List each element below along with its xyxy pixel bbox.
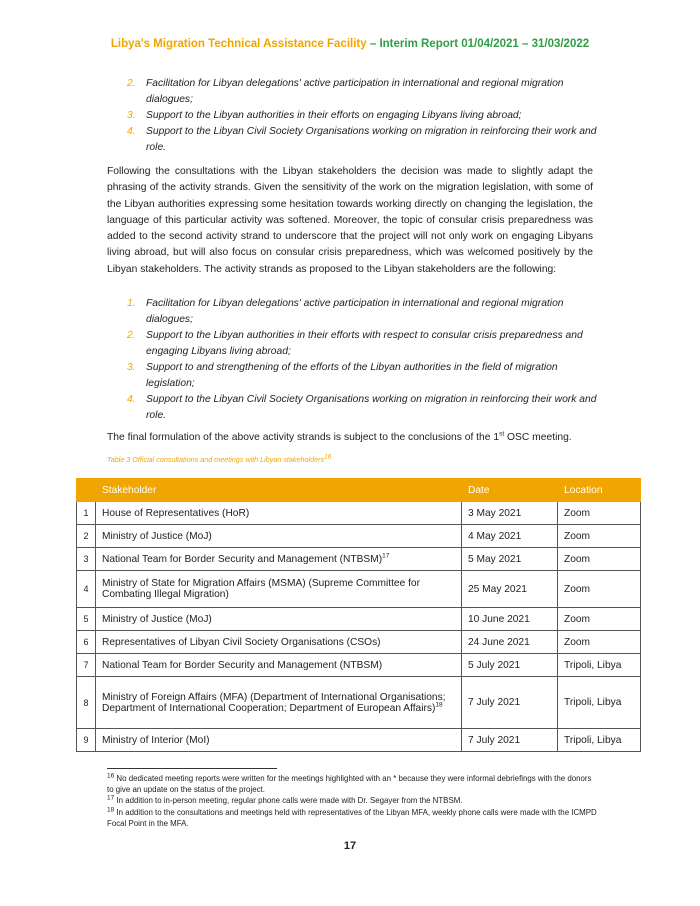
page-number: 17 xyxy=(343,840,357,852)
row-stakeholder xyxy=(96,525,462,548)
list-item-text: Support to the Libyan authorities in their efforts with respect to consular crisis preparedness and engaging Libyans living abroad; xyxy=(146,330,583,357)
stakeholder-text: National Team for Border Security and Management (NTBSM) xyxy=(102,553,383,565)
list-item-text: Facilitation for Libyan delegations' active participation in international and regional migration dialogues; xyxy=(146,78,564,105)
footnote xyxy=(107,807,597,829)
list-item-number: 4. xyxy=(127,126,136,137)
row-index: 1 xyxy=(77,502,96,525)
table-row xyxy=(77,654,641,677)
list-item xyxy=(112,360,602,392)
footnote xyxy=(107,773,597,795)
list-item xyxy=(112,392,602,424)
stakeholder-text: National Team for Border Security and Management (NTBSM) xyxy=(102,659,383,671)
list-item-number: 3. xyxy=(127,110,136,121)
activity-strands-list-original xyxy=(112,76,602,156)
row-stakeholder xyxy=(96,571,462,608)
row-stakeholder xyxy=(96,608,462,631)
row-location: Zoom xyxy=(558,608,641,631)
list-item-text: Support to the Libyan Civil Society Organisations working on migration in reinforcing their work and role. xyxy=(146,126,597,153)
caption-text: Table 3 Official consultations and meetings with Libyan stakeholders xyxy=(107,455,325,464)
table-row xyxy=(77,525,641,548)
table-row xyxy=(77,608,641,631)
list-item-number: 2. xyxy=(127,78,136,89)
footnote-number: 16 xyxy=(107,772,115,780)
row-location: Zoom xyxy=(558,571,641,608)
header-location: Location xyxy=(558,479,641,502)
row-location: Tripoli, Libya xyxy=(558,677,641,729)
paragraph-text: The final formulation of the above activity strands is subject to the conclusions of the 1 xyxy=(107,432,500,443)
row-date: 7 July 2021 xyxy=(462,729,558,752)
footnote-number: 18 xyxy=(107,805,115,813)
row-date: 4 May 2021 xyxy=(462,525,558,548)
list-item-number: 3. xyxy=(127,362,136,373)
footnote xyxy=(107,795,597,806)
row-index: 7 xyxy=(77,654,96,677)
row-index: 5 xyxy=(77,608,96,631)
list-item-text: Support to and strengthening of the efforts of the Libyan authorities in the field of migration legislation; xyxy=(146,362,558,389)
activity-strands-list-proposed xyxy=(112,296,602,424)
row-location: Zoom xyxy=(558,548,641,571)
stakeholder-text: Ministry of Interior (MoI) xyxy=(102,734,210,746)
list-item-text: Support to the Libyan authorities in their efforts on engaging Libyans living abroad; xyxy=(146,110,522,121)
list-item xyxy=(112,296,602,328)
list-item xyxy=(112,124,602,156)
row-index: 6 xyxy=(77,631,96,654)
row-index: 9 xyxy=(77,729,96,752)
list-item xyxy=(112,328,602,360)
final-formulation-paragraph xyxy=(107,430,593,446)
row-location: Zoom xyxy=(558,631,641,654)
footnote-ref: 16 xyxy=(324,453,332,461)
table-header-row xyxy=(77,479,641,502)
row-date: 25 May 2021 xyxy=(462,571,558,608)
row-date: 5 May 2021 xyxy=(462,548,558,571)
table-caption xyxy=(107,455,331,464)
row-index: 4 xyxy=(77,571,96,608)
row-stakeholder xyxy=(96,631,462,654)
table-row xyxy=(77,729,641,752)
list-item-number: 4. xyxy=(127,394,136,405)
stakeholder-text: Representatives of Libyan Civil Society Organisations (CSOs) xyxy=(102,636,381,648)
row-index: 2 xyxy=(77,525,96,548)
footnote-text: In addition to the consultations and meetings held with representatives of the Libyan MFA, weekly phone calls were made with the ICMPD Focal Point in the MFA. xyxy=(107,807,597,828)
stakeholder-text: Ministry of State for Migration Affairs (MSMA) (Supreme Committee for Combating Illegal Migration) xyxy=(102,578,420,600)
footnote-ref: 17 xyxy=(382,552,390,560)
stakeholder-text: House of Representatives (HoR) xyxy=(102,507,250,519)
row-date: 7 July 2021 xyxy=(462,677,558,729)
stakeholder-text: Ministry of Foreign Affairs (MFA) (Department of International Organisations; Department of International Cooperation; Department of European Affairs) xyxy=(102,691,446,714)
row-stakeholder xyxy=(96,654,462,677)
row-location: Tripoli, Libya xyxy=(558,729,641,752)
footnote-text: In addition to in-person meeting, regular phone calls were made with Dr. Segayer from the NTBSM. xyxy=(114,796,463,806)
row-stakeholder xyxy=(96,502,462,525)
row-index: 8 xyxy=(77,677,96,729)
table-row xyxy=(77,502,641,525)
list-item xyxy=(112,108,602,124)
header-stakeholder: Stakeholder xyxy=(96,479,462,502)
paragraph-text-end: OSC meeting. xyxy=(504,432,572,443)
row-index: 3 xyxy=(77,548,96,571)
footnote-number: 17 xyxy=(107,794,115,802)
consultations-table xyxy=(76,478,641,752)
row-stakeholder xyxy=(96,677,462,729)
row-location: Zoom xyxy=(558,525,641,548)
header-date: Date xyxy=(462,479,558,502)
list-item-number: 1. xyxy=(127,298,136,309)
list-item-number: 2. xyxy=(127,330,136,341)
consultation-paragraph: Following the consultations with the Libyan stakeholders the decision was made to slightly adapt the phrasing of the activity strands. Given the sensitivity of the work on the migration legislation, with some of the Libyan authorities expressing some hesitation towards working directly on changing the legislation, the language of this particular activity was softened. Moreover, the topic of consular crisis preparedness was added to the second activity strand to underscore that the project will not only work on engaging Libyans living abroad, but will also focus on consular crisis preparedness, which was welcomed positively by the Libyan stakeholders. The activity strands as proposed to the Libyan stakeholders are the following: xyxy=(107,166,593,275)
stakeholder-text: Ministry of Justice (MoJ) xyxy=(102,613,212,625)
header-report-period: – Interim Report 01/04/2021 – 31/03/2022 xyxy=(366,38,590,50)
row-location: Tripoli, Libya xyxy=(558,654,641,677)
table-row xyxy=(77,677,641,729)
table-row xyxy=(77,631,641,654)
row-date: 10 June 2021 xyxy=(462,608,558,631)
list-item xyxy=(112,76,602,108)
row-stakeholder xyxy=(96,729,462,752)
table-row xyxy=(77,571,641,608)
running-header xyxy=(0,38,700,50)
footnotes xyxy=(107,773,597,829)
footnote-text: No dedicated meeting reports were written for the meetings highlighted with an * because they were informal debriefings with the donors to give an update on the status of the project. xyxy=(107,774,592,795)
table-row xyxy=(77,548,641,571)
stakeholder-text: Ministry of Justice (MoJ) xyxy=(102,530,212,542)
header-title: Libya's Migration Technical Assistance Facility xyxy=(110,38,367,50)
row-date: 5 July 2021 xyxy=(462,654,558,677)
header-index xyxy=(77,479,96,502)
list-item-text: Facilitation for Libyan delegations' active participation in international and regional migration dialogues; xyxy=(146,298,564,325)
footnote-divider xyxy=(107,768,277,769)
list-item-text: Support to the Libyan Civil Society Organisations working on migration in reinforcing their work and role. xyxy=(146,394,597,421)
row-date: 3 May 2021 xyxy=(462,502,558,525)
footnote-ref: 18 xyxy=(435,701,443,709)
row-stakeholder xyxy=(96,548,462,571)
ordinal-superscript: st xyxy=(499,430,505,438)
row-date: 24 June 2021 xyxy=(462,631,558,654)
row-location: Zoom xyxy=(558,502,641,525)
